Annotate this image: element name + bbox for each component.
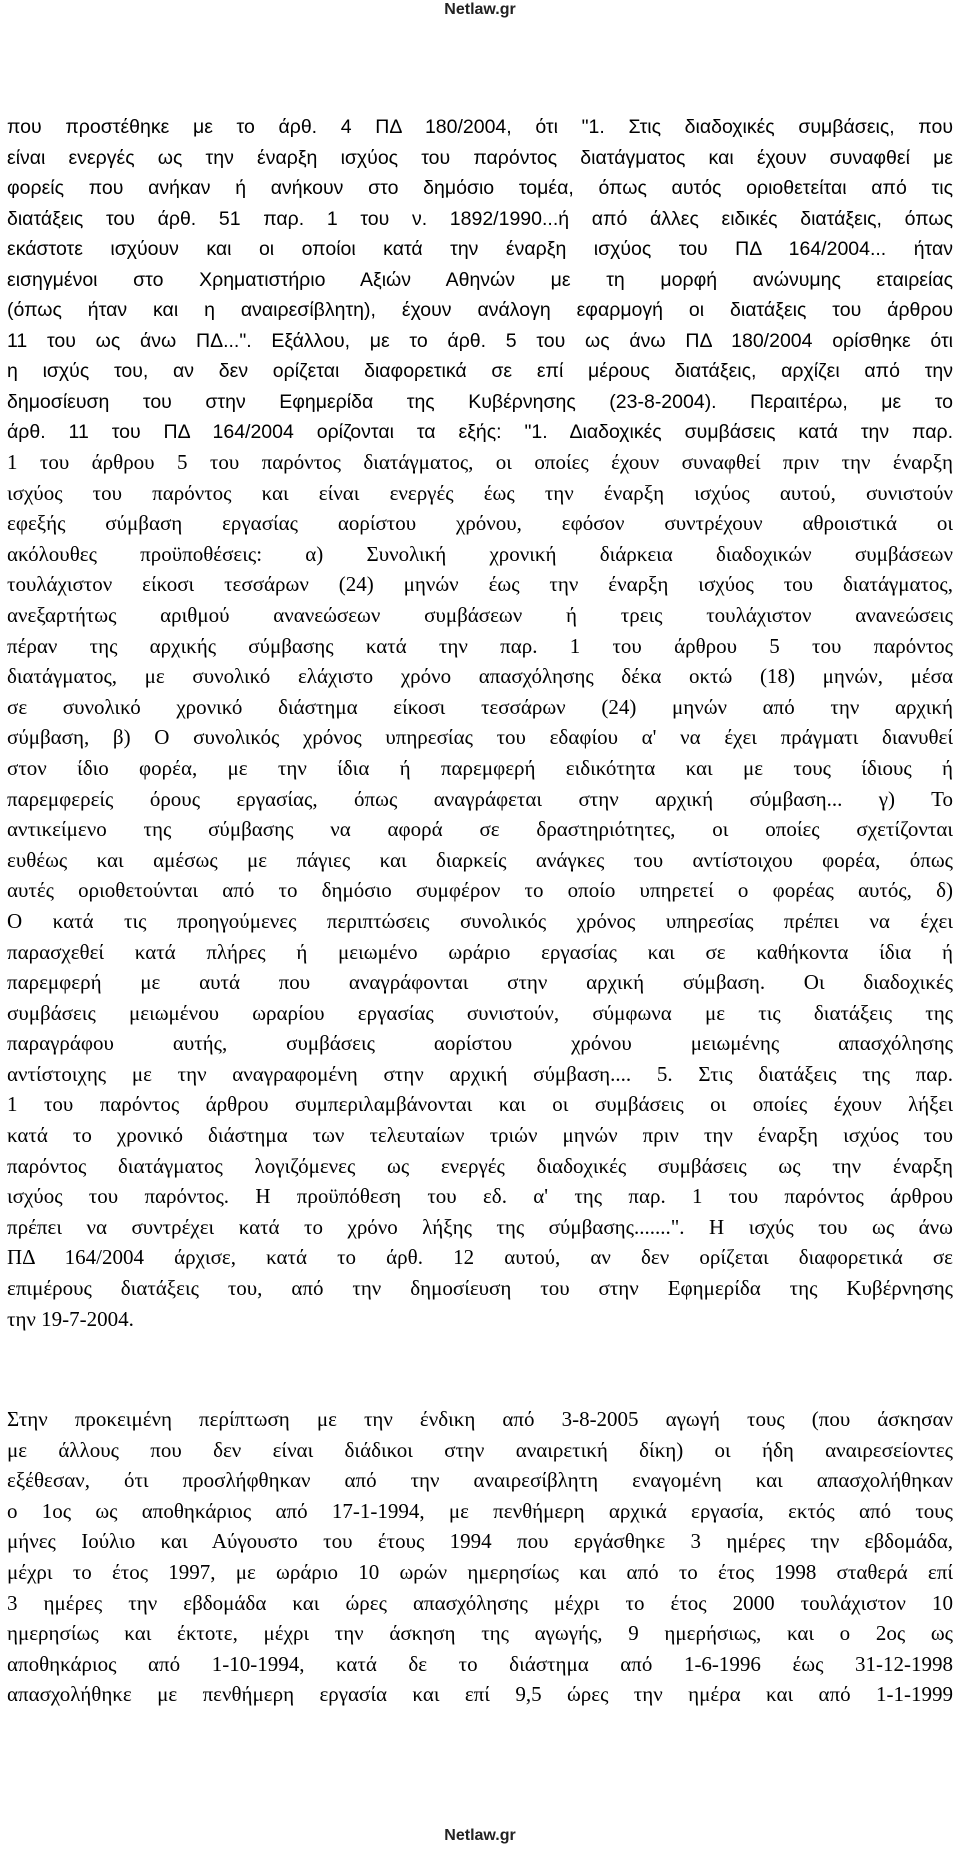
text-line: αυτές οριοθετούνται από το δημόσιο συμφέρον το οποίο υπηρετεί ο φορέας αυτός, δ) [7, 878, 953, 903]
text-line: αντικείμενο της σύμβασης να αφορά σε δραστηριότητες, οι οποίες σχετίζονται [7, 817, 953, 842]
text-line: ακόλουθες προϋποθέσεις: α) Συνολική χρονική διάρκεια διαδοχικών συμβάσεων [7, 541, 953, 566]
text-line: επιμέρους διατάξεις του, από την δημοσίευση του στην Εφημερίδα της Κυβέρνησης [7, 1276, 953, 1301]
text-line: σε συνολικό χρονικό διάστημα είκοσι τεσσάρων (24) μηνών από την αρχική [7, 694, 953, 719]
text-line: εκάστοτε ισχύουν και οι οποίοι κατά την έναρξη ισχύος του ΠΔ 164/2004... ήταν [7, 238, 953, 260]
text-line: είναι ενεργές ως την έναρξη ισχύος του παρόντος διατάγματος και έχουν συναφθεί με [7, 146, 953, 169]
text-line: ανεξαρτήτως αριθμού ανανεώσεων συμβάσεων ή τρεις τουλάχιστον ανανεώσεις [7, 602, 953, 627]
text-line: παρεμφερή με αυτά που αναγράφονται στην αρχική σύμβαση. Οι διαδοχικές [7, 970, 953, 995]
text-line: πέραν της αρχικής σύμβασης κατά την παρ. 1 του άρθρου 5 του παρόντος [7, 633, 953, 658]
text-line: διατάγματος, με συνολικό ελάχιστο χρόνο απασχόλησης δέκα οκτώ (18) μηνών, μέσα [7, 664, 953, 689]
text-line: ο 1ος ως αποθηκάριος από 17-1-1994, με πενθήμερη αρχικά εργασία, εκτός από τους [7, 1498, 953, 1523]
text-line: μέχρι το έτος 1997, με ωράριο 10 ωρών ημερησίως και από το έτος 1998 σταθερά επί [7, 1559, 953, 1584]
text-line: 1 του άρθρου 5 του παρόντος διατάγματος, οι οποίες έχουν συναφθεί πριν την έναρξη [7, 450, 953, 474]
document-section-c [7, 1404, 953, 1710]
text-line: παρασχεθεί κατά πλήρες ή μειωμένο ωράριο εργασίας και σε καθήκοντα ίδια ή [7, 939, 953, 964]
text-line: εφεξής σύμβαση εργασίας αορίστου χρόνου, εφόσον συντρέχουν αθροιστικά οι [7, 511, 953, 536]
text-line: αποθηκάριος από 1-10-1994, κατά δε το διάστημα από 1-6-1996 έως 31-12-1998 [7, 1651, 953, 1676]
text-line: η ισχύς του, αν δεν ορίζεται διαφορετικά σε επί μέρους διατάξεις, αρχίζει από την [7, 360, 953, 382]
text-line: (όπως ήταν και η αναιρεσίβλητη), έχουν ανάλογη εφαρμογή οι διατάξεις του άρθρου [7, 299, 953, 321]
text-line: με άλλους που δεν είναι διάδικοι στην αναιρετική δίκη) οι ήδη αναιρεσείοντες [7, 1437, 953, 1462]
text-line: 1 του παρόντος άρθρου συμπεριλαμβάνονται και οι συμβάσεις οι οποίες έχουν λήξει [7, 1092, 953, 1117]
text-line: ημερησίως και έκτοτε, μέχρι την άσκηση της αγωγής, 9 ημερήσιως, και ο 2ος ως [7, 1621, 953, 1646]
text-line: παρεμφερείς όρους εργασίας, όπως αναγράφεται στην αρχική σύμβαση... γ) Το [7, 786, 953, 811]
text-line: ισχύος του παρόντος και είναι ενεργές έως την έναρξη ισχύος αυτού, συνιστούν [7, 480, 953, 505]
document-section-a [7, 112, 953, 448]
text-line: απασχολήθηκε με πενθήμερη εργασία και επί 9,5 ώρες την ημέρα και από 1-1-1999 [7, 1682, 953, 1707]
text-line: φορείς που ανήκαν ή ανήκουν στο δημόσιο τομέα, όπως αυτός οριοθετείται από τις [7, 177, 953, 199]
text-line: που προστέθηκε με το άρθ. 4 ΠΔ 180/2004, ότι "1. Στις διαδοχικές συμβάσεις, που [7, 116, 953, 138]
text-line: άρθ. 11 του ΠΔ 164/2004 ορίζονται τα εξής: "1. Διαδοχικές συμβάσεις κατά την παρ. [7, 421, 953, 443]
text-line: μήνες Ιούλιο και Αύγουστο του έτους 1994 που εργάσθηκε 3 ημέρες την εβδομάδα, [7, 1529, 953, 1554]
site-header: Netlaw.gr [444, 1, 516, 18]
text-line: ισχύος του παρόντος. Η προϋπόθεση του εδ. α' της παρ. 1 του παρόντος άρθρου [7, 1184, 953, 1209]
text-line: ΠΔ 164/2004 άρχισε, κατά το άρθ. 12 αυτού, αν δεν ορίζεται διαφορετικά σε [7, 1245, 953, 1270]
text-line: την 19-7-2004. [7, 1306, 134, 1331]
text-line: παραγράφου αυτής, συμβάσεις αορίστου χρόνου μειωμένης απασχόλησης [7, 1031, 953, 1056]
text-line: Στην προκειμένη περίπτωση με την ένδικη από 3-8-2005 αγωγή τους (που άσκησαν [7, 1407, 953, 1431]
site-footer: Netlaw.gr [444, 1827, 516, 1844]
text-line: Ο κατά τις προηγούμενες περιπτώσεις συνολικός χρόνος υπηρεσίας πρέπει να έχει [7, 908, 953, 933]
text-line: εξέθεσαν, ότι προσλήφθηκαν από την αναιρεσίβλητη εναγομένη και απασχολήθηκαν [7, 1468, 953, 1493]
text-line: αντίστοιχης με την αναγραφομένη στην αρχική σύμβαση.... 5. Στις διατάξεις της παρ. [7, 1061, 953, 1086]
text-line: κατά το χρονικό διάστημα των τελευταίων τριών μηνών πριν την έναρξη ισχύος του [7, 1123, 953, 1148]
text-line: πρέπει να συντρέχει κατά το χρόνο λήξης της σύμβασης.......". Η ισχύς του ως άνω [7, 1214, 953, 1239]
document-section-b [7, 447, 953, 1334]
text-line: στον ίδιο φορέα, με την ίδια ή παρεμφερή ειδικότητα και με τους ίδιους ή [7, 755, 953, 780]
text-line: δημοσίευση του στην Εφημερίδα της Κυβέρνησης (23-8-2004). Περαιτέρω, με το [7, 390, 953, 413]
text-line: παρόντος διατάγματος λογιζόμενες ως ενεργές διαδοχικές συμβάσεις ως την έναρξη [7, 1153, 953, 1178]
text-line: τουλάχιστον είκοσι τεσσάρων (24) μηνών έως την έναρξη ισχύος του διατάγματος, [7, 572, 953, 597]
text-line: 3 ημέρες την εβδομάδα και ώρες απασχόλησης μέχρι το έτος 2000 τουλάχιστον 10 [7, 1590, 953, 1615]
text-line: σύμβαση, β) Ο συνολικός χρόνος υπηρεσίας του εδαφίου α' να έχει πράγματι διανυθεί [7, 725, 953, 750]
text-line: συμβάσεις μειωμένου ωραρίου εργασίας συνιστούν, σύμφωνα με τις διατάξεις της [7, 1000, 953, 1025]
text-line: ευθέως και αμέσως με πάγιες και διαρκείς ανάγκες του αντίστοιχου φορέα, όπως [7, 847, 953, 872]
text-line: εισηγμένοι στο Χρηματιστήριο Αξιών Αθηνών με τη μορφή ανώνυμης εταιρείας [7, 268, 953, 291]
text-line: διατάξεις του άρθ. 51 παρ. 1 του ν. 1892/1990...ή από άλλες ειδικές διατάξεις, όπως [7, 207, 953, 230]
text-line: 11 του ως άνω ΠΔ...". Εξάλλου, με το άρθ. 5 του ως άνω ΠΔ 180/2004 ορίσθηκε ότι [7, 329, 953, 352]
